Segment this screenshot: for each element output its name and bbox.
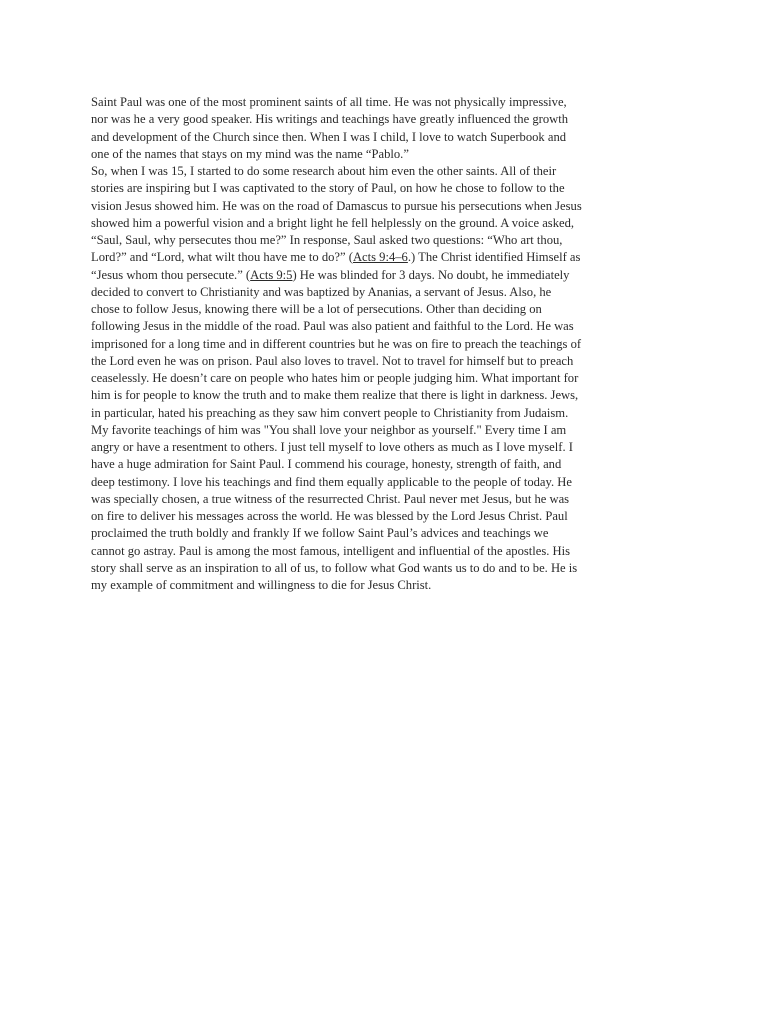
text-line <box>91 456 691 473</box>
text-segment: “Saul, Saul, why persecutes thou me?” In response, Saul asked two questions: “Who art thou, <box>91 233 563 247</box>
text-segment: one of the names that stays on my mind was the name “Pablo.” <box>91 146 409 161</box>
text-line <box>91 577 691 594</box>
text-segment: stories are inspiring but I was captivated to the story of Paul, on how he chose to follow to the <box>91 181 565 196</box>
text-segment: “Jesus whom thou persecute.” ( <box>91 267 251 282</box>
text-segment: Lord?” and “Lord, what wilt thou have me to do?” ( <box>91 250 353 265</box>
text-line <box>91 146 691 163</box>
text-line <box>91 198 691 215</box>
text-segment: .) The Christ identified Himself as <box>407 250 581 265</box>
text-segment: angry or have a resentment to others. I just tell myself to love others as much as I love myself. I <box>91 440 573 454</box>
text-segment: vision Jesus showed him. He was on the road of Damascus to pursue his persecutions when Jesus <box>91 198 582 213</box>
text-line <box>91 439 691 456</box>
text-segment: story shall serve as an inspiration to all of us, to follow what God wants us to do and to be. He is <box>91 560 578 575</box>
text-line <box>91 129 691 146</box>
text-line <box>91 215 691 232</box>
text-segment: chose to follow Jesus, knowing there will be a lot of persecutions. Other than deciding on <box>91 302 542 316</box>
text-segment: ) He was blinded for 3 days. No doubt, he immediately <box>292 267 570 282</box>
text-segment: and development of the Church since then. When I was I child, I love to watch Superbook and <box>91 129 567 144</box>
text-segment: him is for people to know the truth and to make them realize that there is light in darkness. Jews, <box>91 388 579 403</box>
text-line <box>91 543 691 560</box>
scripture-reference-link[interactable]: Acts 9:4–6 <box>352 250 408 265</box>
text-segment: have a huge admiration for Saint Paul. I commend his courage, honesty, strength of faith, and <box>91 457 562 472</box>
text-line <box>91 560 691 577</box>
text-segment: in particular, hated his preaching as they saw him convert people to Christianity from Judaism. <box>91 405 569 420</box>
text-line <box>91 405 691 422</box>
text-line <box>91 491 691 508</box>
text-segment: the Lord even he was on prison. Paul also loves to travel. Not to travel for himself but to preach <box>91 353 574 368</box>
text-segment: My favorite teachings of him was "You shall love your neighbor as yourself." Every time I am <box>91 422 567 437</box>
text-line <box>91 301 691 318</box>
text-line <box>91 94 691 111</box>
text-line <box>91 163 691 180</box>
text-segment: cannot go astray. Paul is among the most famous, intelligent and influential of the apostles. His <box>91 543 571 558</box>
text-segment: showed him a powerful vision and a bright light he fell helplessly on the ground. A voice asked, <box>91 215 575 230</box>
text-line <box>91 474 691 491</box>
text-segment: imprisoned for a long time and in different countries but he was on fire to preach the teachings of <box>91 336 582 351</box>
text-segment: following Jesus in the middle of the road. Paul was also patient and faithful to the Lord. He was <box>91 319 574 334</box>
text-segment: Saint Paul was one of the most prominent saints of all time. He was not physically impressive, <box>91 95 567 109</box>
text-segment: my example of commitment and willingness to die for Jesus Christ. <box>91 578 432 592</box>
text-line <box>91 508 691 525</box>
text-segment: decided to convert to Christianity and was baptized by Ananias, a servant of Jesus. Also, he <box>91 284 552 299</box>
text-line <box>91 180 691 197</box>
text-line <box>91 353 691 370</box>
text-line <box>91 267 691 284</box>
text-line <box>91 336 691 353</box>
text-line <box>91 284 691 301</box>
text-line <box>91 422 691 439</box>
essay-body <box>91 94 691 594</box>
scripture-reference-link[interactable]: Acts 9:5 <box>250 267 293 282</box>
text-segment: deep testimony. I love his teachings and find them equally applicable to the people of today. He <box>91 474 572 489</box>
text-line <box>91 232 691 249</box>
text-line <box>91 249 691 266</box>
text-segment: nor was he a very good speaker. His writings and teachings have greatly influenced the growth <box>91 112 569 127</box>
text-segment: So, when I was 15, I started to do some research about him even the other saints. All of their <box>91 164 557 178</box>
text-line <box>91 318 691 335</box>
text-line <box>91 111 691 128</box>
text-segment: proclaimed the truth boldly and frankly If we follow Saint Paul’s advices and teachings we <box>91 526 549 541</box>
text-segment: on fire to deliver his messages across the world. He was blessed by the Lord Jesus Christ. Paul <box>91 509 568 523</box>
text-line <box>91 370 691 387</box>
text-line <box>91 525 691 542</box>
text-line <box>91 387 691 404</box>
text-segment: ceaselessly. He doesn’t care on people who hates him or people judging him. What important for <box>91 371 579 385</box>
text-segment: was specially chosen, a true witness of the resurrected Christ. Paul never met Jesus, but he was <box>91 491 570 506</box>
